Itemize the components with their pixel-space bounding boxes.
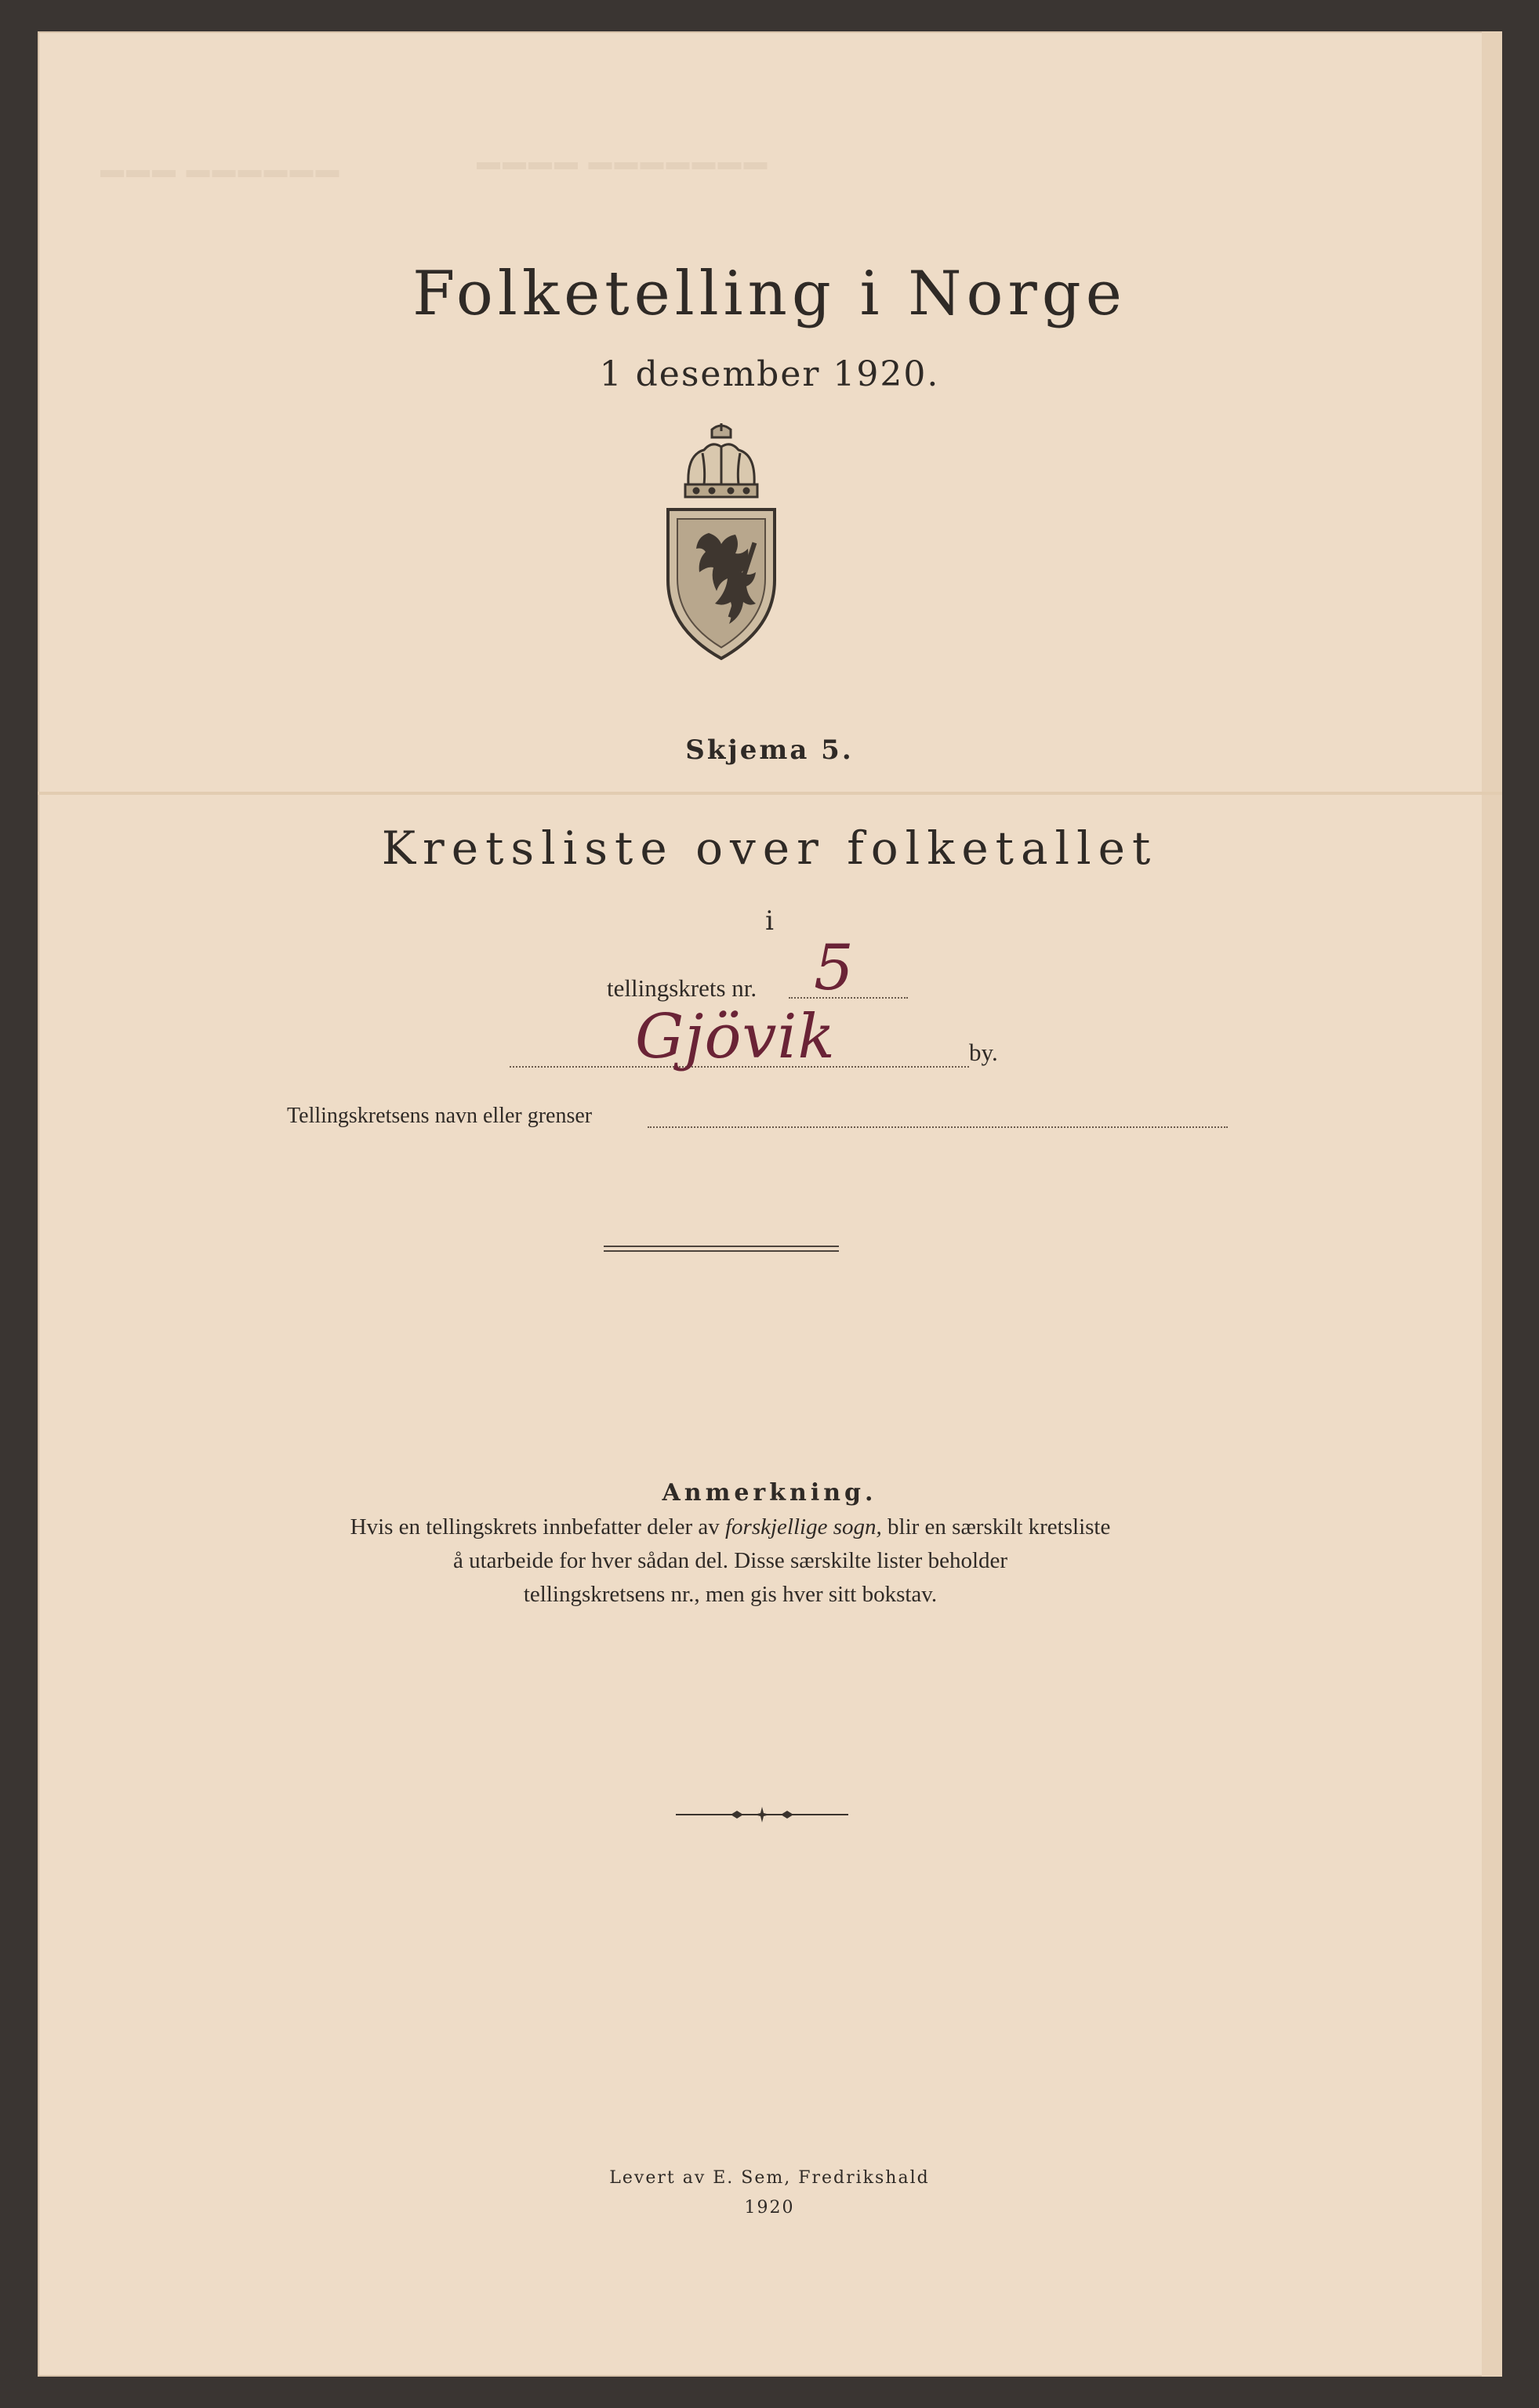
ornament-divider-icon: [676, 1805, 848, 1824]
remark-text: [235, 1510, 1225, 1612]
section-divider: [604, 1250, 839, 1252]
boundaries-label: Tellingskretsens navn eller grenser: [287, 1104, 593, 1128]
remark-line2: å utarbeide for hver sådan del. Disse særskilte lister beholder: [452, 1548, 1008, 1573]
schema-number: Skjema 5.: [685, 734, 854, 766]
remark-line1-end: blir en særskilt kretsliste: [881, 1514, 1111, 1539]
norwegian-coat-of-arms-icon: [665, 423, 778, 662]
town-suffix: by.: [969, 1039, 998, 1066]
show-through-text: ▬▬▬▬ ▬▬▬▬▬▬▬: [477, 149, 770, 175]
form-heading: Kretsliste over folketallet: [381, 821, 1158, 875]
section-divider: [604, 1246, 839, 1247]
show-through-text: ▬▬▬ ▬▬▬▬▬▬: [100, 157, 342, 183]
remark-line3: tellingskretsens nr., men gis hver sitt bokstav.: [523, 1582, 938, 1607]
remark-line1-start: Hvis en tellingskrets innbefatter deler av: [350, 1514, 725, 1539]
preposition-label: i: [765, 905, 774, 937]
document-title: Folketelling i Norge: [412, 259, 1127, 329]
print-year: 1920: [744, 2198, 795, 2218]
remark-title: Anmerkning.: [662, 1479, 877, 1507]
census-date: 1 desember 1920.: [599, 354, 940, 394]
town-value[interactable]: Gjövik: [635, 1002, 836, 1072]
district-number-label: tellingskrets nr.: [607, 974, 757, 1002]
district-number-value[interactable]: 5: [814, 931, 854, 1004]
boundaries-line[interactable]: [648, 1126, 1228, 1128]
printer-imprint: [0, 2163, 1539, 2223]
printer-name: Levert av E. Sem, Fredrikshald: [609, 2168, 930, 2188]
paper-fold: [38, 792, 1502, 795]
remark-line1-italic: forskjellige sogn,: [725, 1514, 882, 1539]
